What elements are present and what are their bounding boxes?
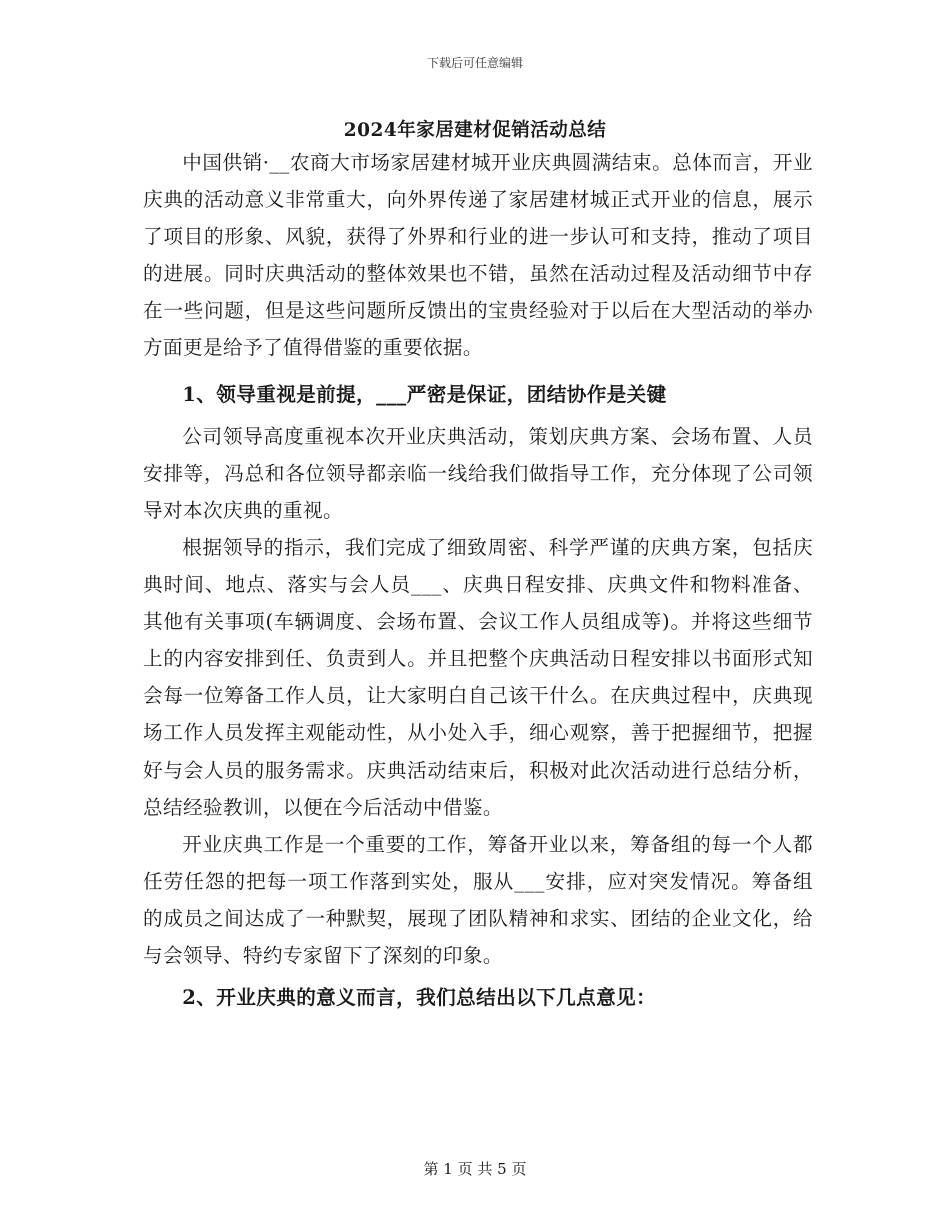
paragraph-plan: 根据领导的指示，我们完成了细致周密、科学严谨的庆典方案，包括庆典时间、地点、落实与会人员___、庆典日程安排、庆典文件和物料准备、其他有关事项(车辆调度、会场布置、会议工作人员组成等)。并将这些细节上的内容安排到任、负责到人。并且把整个庆典活动日程安排以书面形式知会每一位筹备工作人员，让大家明白自己该干什么。在庆典过程中，庆典现场工作人员发挥主观能动性，从小处入手，细心观察，善于把握细节，把握好与会人员的服务需求。庆典活动结束后，积极对此次活动进行总结分析，总结经验教训，以便在今后活动中借鉴。 [143, 535, 813, 819]
page-footer: 第 1 页 共 5 页 [423, 1160, 527, 1178]
paragraph-teamwork: 开业庆典工作是一个重要的工作，筹备开业以来，筹备组的每一个人都任劳任怨的把每一项工作落到实处，服从___安排，应对突发情况。筹备组的成员之间达成了一种默契，展现了团队精神和求实、团结的企业文化，给与会领导、特约专家留下了深刻的印象。 [143, 832, 813, 967]
header-note: 下载后可任意编辑 [426, 56, 523, 70]
intro-paragraph: 中国供销·__农商大市场家居建材城开业庆典圆满结束。总体而言，开业庆典的活动意义非常重大，向外界传递了家居建材城正式开业的信息，展示了项目的形象、风貌，获得了外界和行业的进一步认可和支持，推动了项目的进展。同时庆典活动的整体效果也不错，虽然在活动过程及活动细节中存在一些问题，但是这些问题所反馈出的宝贵经验对于以后在大型活动的举办方面更是给予了值得借鉴的重要依据。 [143, 151, 813, 360]
section-heading-1: 1、领导重视是前提，___严密是保证，团结协作是关键 [182, 382, 667, 406]
document-title: 2024年家居建材促销活动总结 [343, 120, 607, 141]
paragraph-leadership: 公司领导高度重视本次开业庆典活动，策划庆典方案、会场布置、人员安排等，冯总和各位领导都亲临一线给我们做指导工作，充分体现了公司领导对本次庆典的重视。 [143, 424, 813, 522]
section-heading-2: 2、开业庆典的意义而言，我们总结出以下几点意见： [182, 986, 657, 1010]
document-body [143, 144, 813, 1016]
